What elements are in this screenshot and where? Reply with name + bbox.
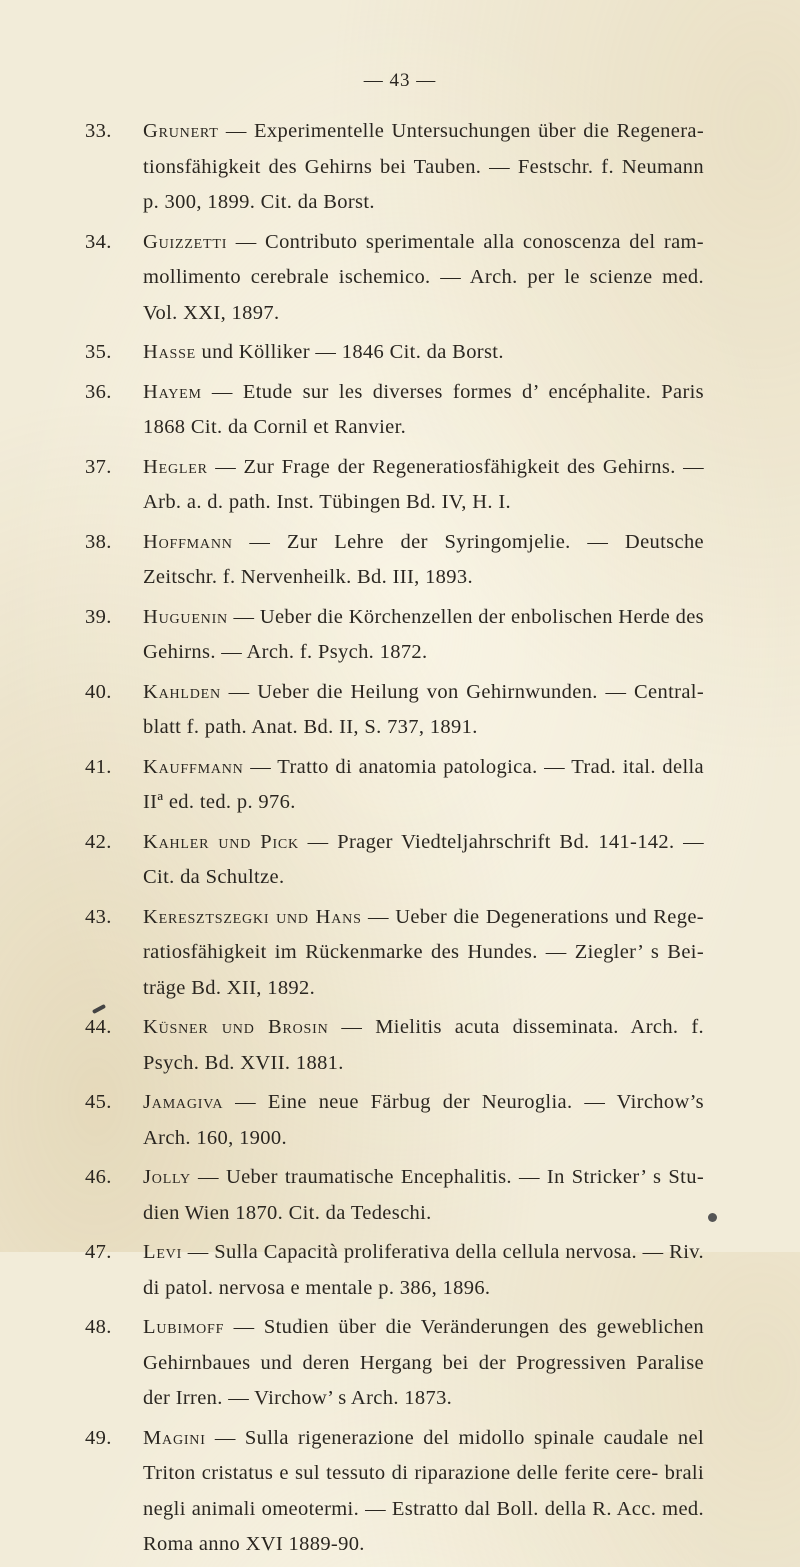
reference-author: Jamagiva: [143, 1091, 224, 1113]
reference-number: 40.: [85, 680, 112, 703]
reference-item: [85, 675, 704, 746]
reference-text: — Zur Frage der Regeneratiosfähigkeit des Gehirns. — Arb. a. d. path. Inst. Tübingen Bd. IV, H. I.: [143, 455, 704, 513]
reference-item: [85, 450, 704, 521]
reference-item: [85, 900, 704, 1007]
reference-text: — Mielitis acuta disseminata. Arch. f. Psych. Bd. XVII. 1881.: [143, 1016, 704, 1074]
reference-text: — Ueber die Degenerations und Rege- ratiosfähigkeit im Rückenmarke des Hundes. — Ziegler’ s Bei- träge Bd. XII, 1892.: [143, 905, 704, 999]
reference-text: — Studien über die Veränderungen des geweblichen Gehirnbaues und deren Hergang bei der Progressiven Paralise der Irren. — Virchow’ s Arch. 1873.: [143, 1316, 704, 1409]
reference-list: [85, 114, 704, 1567]
reference-text: — Contributo sperimentale alla conoscenza del ram- mollimento cerebrale ischemico. — Arch. per le scienze med. Vol. XXI, 1897.: [143, 230, 704, 324]
reference-author: Hayem: [143, 380, 202, 403]
reference-number: 38.: [85, 530, 112, 553]
reference-item: [85, 225, 704, 332]
reference-text: — Sulla Capacità proliferativa della cellula nervosa. — Riv. di patol. nervosa e mentale p. 386, 1896.: [143, 1241, 704, 1299]
reference-item: [85, 1421, 704, 1563]
reference-item: [85, 525, 704, 596]
reference-item: [85, 114, 704, 221]
reference-author: Hasse: [143, 341, 197, 363]
reference-item: [85, 825, 704, 896]
reference-text: — Experimentelle Untersuchungen über die Regenera- tionsfähigkeit des Gehirns bei Tauben. — Festschr. f. Neumann p. 300, 1899. Cit. da Borst.: [143, 120, 704, 213]
reference-author: Jolly: [143, 1166, 191, 1188]
reference-author: Hegler: [143, 455, 208, 478]
reference-item: [85, 375, 704, 446]
reference-number: 47.: [85, 1241, 112, 1263]
reference-number: 46.: [85, 1166, 112, 1188]
reference-item: [85, 1310, 704, 1417]
reference-item: [85, 335, 704, 371]
reference-text: — Prager Viedteljahrschrift Bd. 141-142. — Cit. da Schultze.: [143, 830, 704, 888]
reference-author: Grunert: [143, 120, 219, 142]
reference-item: [85, 600, 704, 671]
reference-number: 49.: [85, 1426, 112, 1449]
reference-author: Magini: [143, 1426, 206, 1449]
reference-item: [85, 1085, 704, 1156]
reference-text: — Tratto di anatomia patologica. — Trad. ital. della IIª ed. ted. p. 976.: [143, 755, 704, 813]
reference-text: — Ueber die Heilung von Gehirnwunden. — Central- blatt f. path. Anat. Bd. II, S. 737, 1891.: [143, 680, 704, 738]
reference-text: — Ueber traumatische Encephalitis. — In Stricker’ s Stu- dien Wien 1870. Cit. da Tedeschi.: [143, 1166, 704, 1224]
reference-text: — Etude sur les diverses formes d’ encéphalite. Paris 1868 Cit. da Cornil et Ranvier.: [143, 380, 704, 438]
reference-text: — Eine neue Färbug der Neuroglia. — Virchow’s Arch. 160, 1900.: [143, 1091, 704, 1149]
reference-author: Huguenin: [143, 605, 228, 628]
page-number: — 43 —: [363, 70, 437, 91]
reference-author: Kahlden: [143, 680, 221, 703]
reference-item: [85, 1235, 704, 1306]
reference-number: 37.: [85, 455, 112, 478]
reference-text: — Sulla rigenerazione del midollo spinale caudale nel Triton cristatus e sul tessuto di riparazione delle ferite cere- brali negli animali omeotermi. — Estratto dal Boll. della R. Acc. med. Roma anno XVI 1889-90.: [143, 1426, 704, 1555]
reference-number: 33.: [85, 120, 112, 142]
reference-number: 44.: [85, 1016, 112, 1038]
reference-item: [85, 750, 704, 821]
reference-author: Levi: [143, 1241, 183, 1263]
reference-number: 41.: [85, 755, 112, 778]
reference-number: 48.: [85, 1316, 112, 1338]
reference-item: [85, 1010, 704, 1081]
reference-number: 39.: [85, 605, 112, 628]
reference-text: und Kölliker — 1846 Cit. da Borst.: [196, 341, 504, 363]
reference-number: 34.: [85, 230, 112, 253]
reference-author: Guizzetti: [143, 230, 228, 253]
reference-number: 35.: [85, 341, 112, 363]
reference-author: Hoffmann: [143, 530, 233, 553]
reference-author: Keresztszegki und Hans: [143, 905, 362, 928]
reference-text: — Zur Lehre der Syringomjelie. — Deutsche Zeitschr. f. Nervenheilk. Bd. III, 1893.: [143, 530, 704, 588]
reference-number: 43.: [85, 905, 112, 928]
reference-number: 36.: [85, 380, 112, 403]
reference-author: Kauffmann: [143, 755, 244, 778]
ink-spot: [708, 1213, 717, 1222]
reference-author: Kahler und Pick: [143, 830, 299, 853]
reference-number: 42.: [85, 830, 112, 853]
reference-text: — Ueber die Körchenzellen der enbolischen Herde des Gehirns. — Arch. f. Psych. 1872.: [143, 605, 704, 663]
reference-author: Küsner und Brosin: [143, 1016, 329, 1038]
reference-number: 45.: [85, 1091, 112, 1113]
reference-author: Lubimoff: [143, 1316, 225, 1338]
reference-item: [85, 1160, 704, 1231]
